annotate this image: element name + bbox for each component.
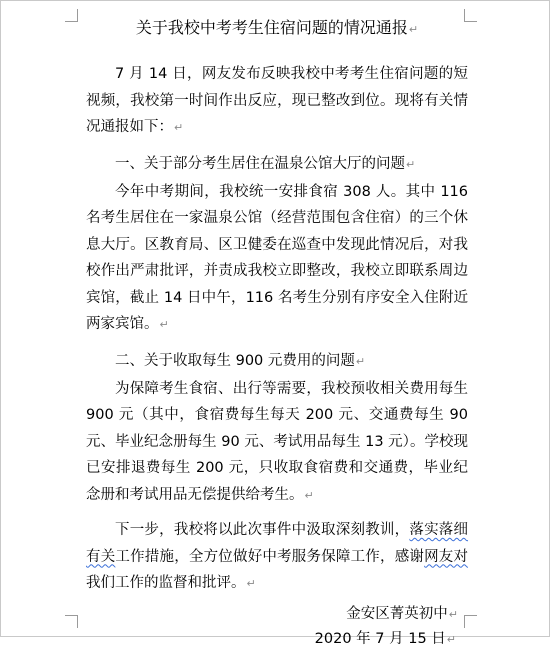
paragraph-mark: ↵ bbox=[159, 318, 169, 331]
section-heading-2: 二、关于收取每生 900 元费用的问题↵ bbox=[115, 352, 366, 369]
margin-corner-mark bbox=[65, 615, 78, 628]
signature-organization: 金安区菁英初中↵ bbox=[346, 605, 458, 622]
margin-corner-mark bbox=[65, 9, 78, 22]
section-body-2: 为保障考生食宿、出行等需要，我校预收相关费用每生 900 元（其中，食宿费每生每天 200 元、交通费每生 90 元、毕业纪念册每生 90 元、考试用品每生 13 元）。学校现已安排退费每生 200 元，只收取食宿费和交通费，毕业纪念册和考试用品无偿提供给考生。↵ bbox=[86, 380, 468, 503]
grammar-flagged-text[interactable]: 有关 bbox=[86, 548, 116, 565]
signature-date: 2020 年 7 月 15 日↵ bbox=[314, 630, 456, 647]
signature-block bbox=[86, 602, 468, 652]
intro-paragraph: 7 月 14 日，网友发布反映我校中考考生住宿问题的短视频，我校第一时间作出反应，现已整改到位。现将有关情况通报如下：↵ bbox=[86, 66, 468, 135]
document-title: 关于我校中考考生住宿问题的情况通报↵ bbox=[135, 18, 419, 37]
paragraph-mark: ↵ bbox=[446, 632, 456, 646]
section-heading-1: 一、关于部分考生居住在温泉公馆大厅的问题↵ bbox=[115, 155, 416, 172]
section-body-1: 今年中考期间，我校统一安排食宿 308 人。其中 116 名考生居住在一家温泉公馆（经营范围包含住宿）的三个休息大厅。区教育局、区卫健委在巡查中发现此情况后，对我校作出严肃批评，并责成我校立即整改，我校立即联系周边宾馆，截止 14 日中午，116 名考生分别有序安全入住附近两家宾馆。↵ bbox=[86, 183, 468, 332]
closing-paragraph: 下一步，我校将以此次事件中汲取深刻教训，落实落细有关工作措施，全方位做好中考服务保障工作，感谢网友对我们工作的监督和批评。↵ bbox=[86, 522, 469, 591]
paragraph-mark: ↵ bbox=[304, 488, 314, 502]
paragraph-mark: ↵ bbox=[355, 354, 366, 368]
paragraph-mark: ↵ bbox=[408, 23, 419, 36]
paragraph-mark: ↵ bbox=[174, 121, 184, 134]
paragraph-mark: ↵ bbox=[406, 157, 416, 171]
paragraph-mark: ↵ bbox=[448, 607, 458, 621]
grammar-flagged-text[interactable]: 网友对 bbox=[424, 548, 469, 565]
paragraph-mark: ↵ bbox=[246, 577, 256, 590]
document-body[interactable] bbox=[86, 17, 468, 652]
grammar-flagged-text[interactable]: 落实落细 bbox=[409, 522, 469, 538]
